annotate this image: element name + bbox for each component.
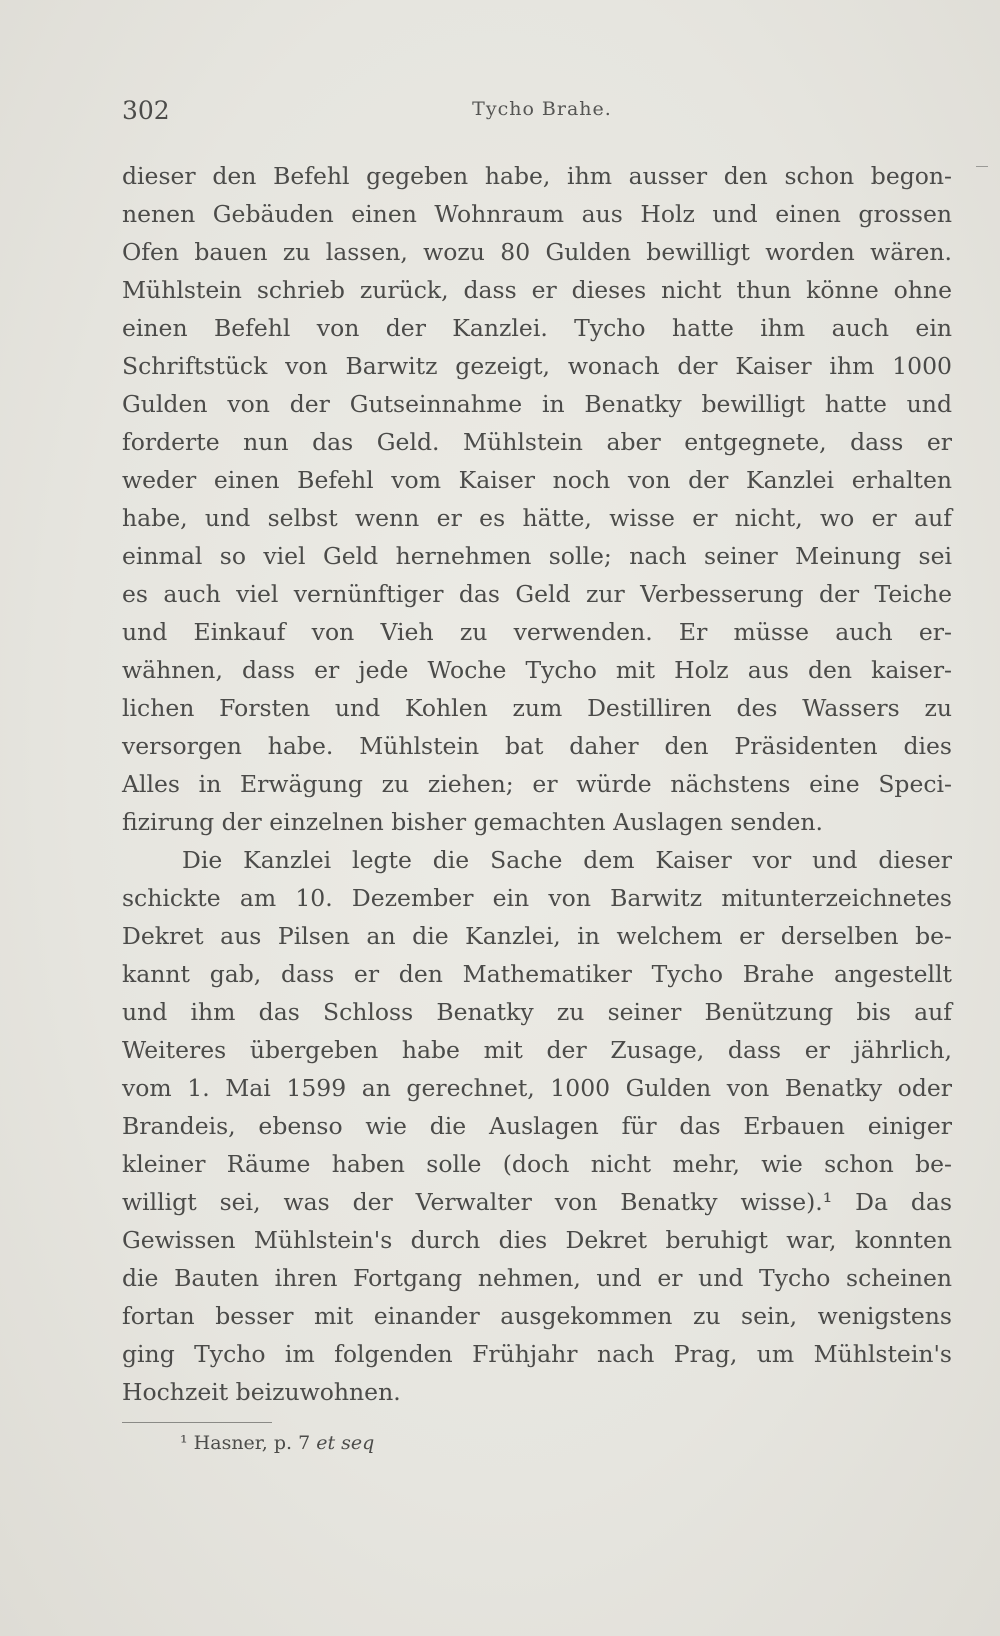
text-line: willigt sei, was der Verwalter von Benatky wisse).¹ Da das	[122, 1188, 952, 1216]
text-line: wähnen, dass er jede Woche Tycho mit Holz aus den kaiser-	[122, 656, 952, 684]
text-line: habe, und selbst wenn er es hätte, wisse er nicht, wo er auf	[122, 504, 952, 532]
text-line: Hochzeit beizuwohnen.	[122, 1378, 401, 1406]
text-line: kleiner Räume haben solle (doch nicht mehr, wie schon be-	[122, 1150, 952, 1178]
page-number: 302	[122, 96, 170, 125]
footnote-marker: ¹	[180, 1432, 188, 1454]
text-line: ging Tycho im folgenden Frühjahr nach Prag, um Mühlstein's	[122, 1340, 952, 1368]
running-head: Tycho Brahe.	[472, 98, 612, 120]
text-line: forderte nun das Geld. Mühlstein aber entgegnete, dass er	[122, 428, 952, 456]
text-line: die Bauten ihren Fortgang nehmen, und er und Tycho scheinen	[122, 1264, 952, 1292]
text-line: Gulden von der Gutseinnahme in Benatky bewilligt hatte und	[122, 390, 952, 418]
text-line: dieser den Befehl gegeben habe, ihm ausser den schon begon-	[122, 162, 952, 190]
text-line: Gewissen Mühlstein's durch dies Dekret beruhigt war, konnten	[122, 1226, 952, 1254]
text-line: fizirung der einzelnen bisher gemachten Auslagen senden.	[122, 808, 824, 836]
footnote-rule	[122, 1422, 272, 1423]
text-line: kannt gab, dass er den Mathematiker Tycho Brahe angestellt	[122, 960, 952, 988]
text-line: weder einen Befehl vom Kaiser noch von der Kanzlei erhalten	[122, 466, 952, 494]
text-line: es auch viel vernünftiger das Geld zur Verbesserung der Teiche	[122, 580, 952, 608]
text-line: fortan besser mit einander ausgekommen zu sein, wenigstens	[122, 1302, 952, 1330]
text-line: und ihm das Schloss Benatky zu seiner Benützung bis auf	[122, 998, 952, 1026]
text-line: vom 1. Mai 1599 an gerechnet, 1000 Gulden von Benatky oder	[122, 1074, 952, 1102]
text-line: Weiteres übergeben habe mit der Zusage, dass er jährlich,	[122, 1036, 952, 1064]
text-line: einmal so viel Geld hernehmen solle; nach seiner Meinung sei	[122, 542, 952, 570]
body-text	[122, 157, 952, 1411]
text-line: Brandeis, ebenso wie die Auslagen für das Erbauen einiger	[122, 1112, 952, 1140]
footnote-text: Hasner, p. 7	[193, 1432, 311, 1454]
text-line: lichen Forsten und Kohlen zum Destilliren des Wassers zu	[122, 694, 952, 722]
page-header	[122, 96, 952, 132]
text-line: Dekret aus Pilsen an die Kanzlei, in welchem er derselben be-	[122, 922, 952, 950]
footnote-italic: et seq	[316, 1432, 375, 1454]
text-line: und Einkauf von Vieh zu verwenden. Er müsse auch er-	[122, 618, 952, 646]
margin-mark	[976, 166, 988, 167]
text-line: versorgen habe. Mühlstein bat daher den Präsidenten dies	[122, 732, 952, 760]
text-line: Ofen bauen zu lassen, wozu 80 Gulden bewilligt worden wären.	[122, 238, 952, 266]
footnote	[180, 1432, 374, 1454]
text-line: Die Kanzlei legte die Sache dem Kaiser vor und dieser	[182, 846, 952, 874]
text-line: schickte am 10. Dezember ein von Barwitz mitunterzeichnetes	[122, 884, 952, 912]
text-line: einen Befehl von der Kanzlei. Tycho hatte ihm auch ein	[122, 314, 952, 342]
text-line: nenen Gebäuden einen Wohnraum aus Holz und einen grossen	[122, 200, 952, 228]
text-line: Schriftstück von Barwitz gezeigt, wonach der Kaiser ihm 1000	[122, 352, 952, 380]
text-line: Alles in Erwägung zu ziehen; er würde nächstens eine Speci-	[122, 770, 952, 798]
text-line: Mühlstein schrieb zurück, dass er dieses nicht thun könne ohne	[122, 276, 952, 304]
